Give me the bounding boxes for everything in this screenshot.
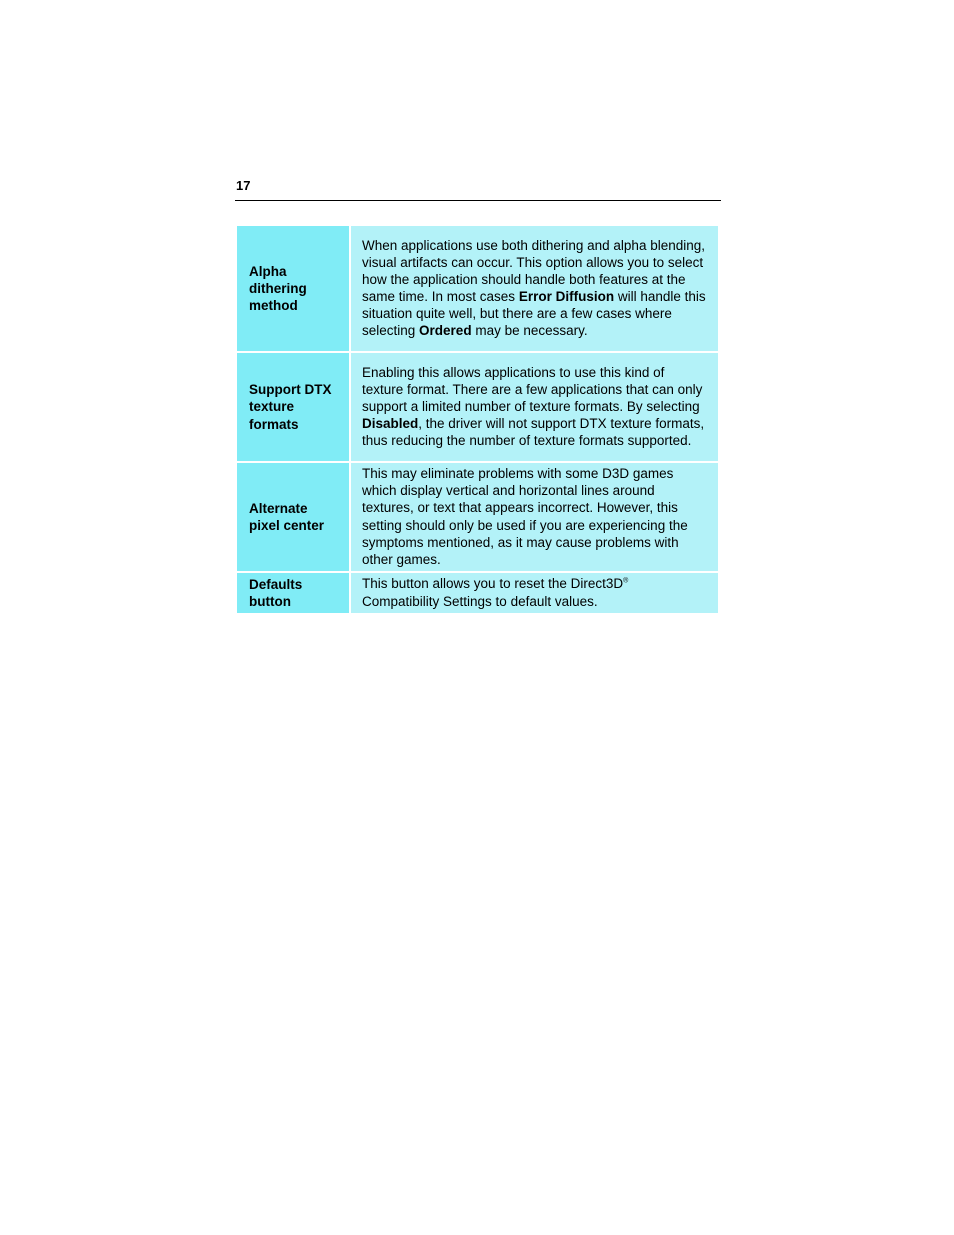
description-text: may be necessary. (471, 323, 588, 339)
description-text: Enabling this allows applications to use this kind of texture format. There are a few applications that can only support a limited number of texture formats. By selecting (362, 364, 703, 414)
setting-description (351, 463, 718, 571)
description-text: , the driver will not support DTX texture formats, thus reducing the number of texture formats supported. (362, 416, 705, 449)
option-name: Error Diffusion (518, 289, 615, 304)
table-row (237, 573, 718, 613)
description-text: will handle this situation quite well, but there are a few cases where selecting (362, 289, 706, 339)
registered-mark: ® (623, 577, 629, 585)
setting-description (351, 353, 718, 461)
description-text: This button allows you to reset the Direct3D (362, 576, 624, 592)
settings-table (235, 224, 720, 615)
setting-term: Defaults button (237, 573, 349, 613)
table-row (237, 226, 718, 351)
header-rule (235, 200, 721, 201)
setting-description (351, 573, 718, 613)
setting-term: Alternate pixel center (237, 463, 349, 571)
option-name: Disabled (362, 416, 419, 432)
table-row (237, 463, 718, 571)
option-name: Ordered (419, 323, 472, 339)
description-text: When applications use both dithering and alpha blending, visual artifacts can occur. This option allows you to select how the application should handle both features at the same time. In most cases (362, 237, 705, 304)
setting-description (351, 226, 718, 351)
page-number: 17 (236, 178, 251, 193)
description-text: This may eliminate problems with some D3D games which display vertical and horizontal lines around textures, or text that appears incorrect. However, this setting should only be used if you are experiencing the symptoms mentioned, as it may cause problems with other games. (362, 466, 688, 567)
table-row (237, 353, 718, 461)
setting-term: Alpha dithering method (237, 226, 349, 351)
description-text: Compatibility Settings to default values. (362, 593, 598, 609)
setting-term: Support DTX texture formats (237, 353, 349, 461)
